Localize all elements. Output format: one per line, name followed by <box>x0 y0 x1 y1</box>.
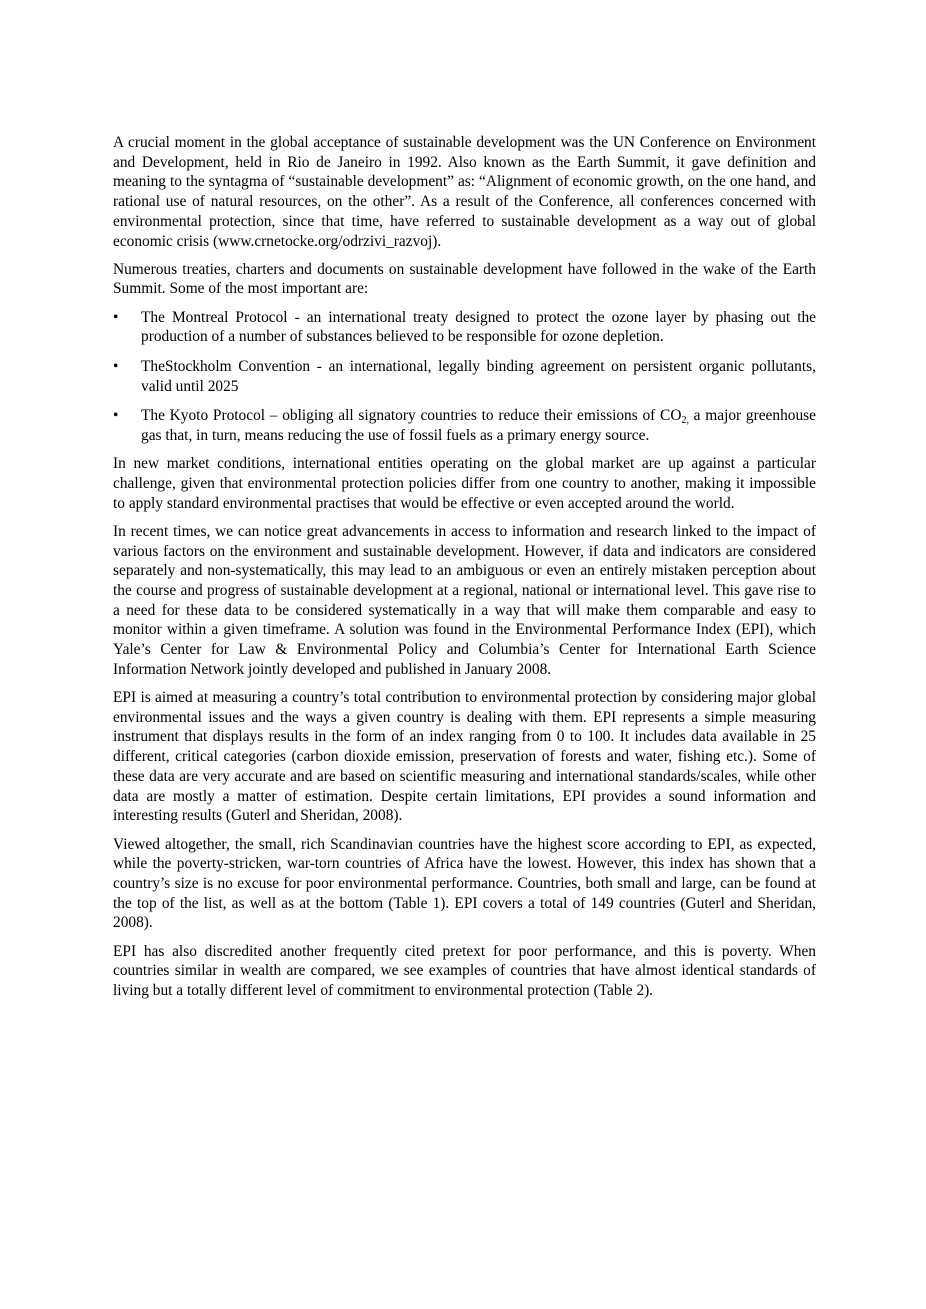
bullet-icon: • <box>113 407 119 425</box>
list-item-text: TheStockholm Convention - an international, legally binding agreement on persistent organic pollutants, valid until 2025 <box>141 358 816 395</box>
paragraph-epi-origin: In recent times, we can notice great advancements in access to information and research linked to the impact of various factors on the environment and sustainable development. However, if data and indicators are considered separately and non-systematically, this may lead to an ambiguous or even an entirely mistaken perception about the course and progress of sustainable development at a regional, national or international level. This gave rise to a need for these data to be considered systematically in a way that will make them comparable and easy to monitor within a given timeframe. A solution was found in the Environmental Performance Index (EPI), which Yale’s Center for Law & Environmental Policy and Columbia’s Center for International Earth Science Information Network jointly developed and published in January 2008. <box>113 522 816 678</box>
bullet-icon: • <box>113 358 119 376</box>
list-item-montreal-protocol <box>113 308 816 347</box>
bullet-icon: • <box>113 308 119 326</box>
list-item-text: The Montreal Protocol - an international treaty designed to protect the ozone layer by phasing out the production of a number of substances believed to be responsible for ozone depletion. <box>141 308 816 346</box>
paragraph-market-conditions: In new market conditions, international entities operating on the global market are up against a particular challenge, given that environmental protection policies differ from one country to another, making it impossible to apply standard environmental practises that would be effective or even accepted around the world. <box>113 455 816 512</box>
treaty-list <box>113 308 816 446</box>
co2-subscript: 2, <box>681 415 689 427</box>
list-item-kyoto-protocol <box>113 406 816 445</box>
paragraph-earth-summit: A crucial moment in the global acceptance of sustainable development was the UN Conference on Environment and Development, held in Rio de Janeiro in 1992. Also known as the Earth Summit, it gave definition and meaning to the syntagma of “sustainable development” as: “Alignment of economic growth, on the one hand, and rational use of natural resources, on the other”. As a result of the Conference, all conferences concerned with environmental protection, since that time, have referred to sustainable development as a way out of global economic crisis (www.crnetocke.org/odrzivi_razvoj). <box>113 134 816 250</box>
paragraph-epi-poverty: EPI has also discredited another frequently cited pretext for poor performance, and this is poverty. When countries similar in wealth are compared, we see examples of countries that have almost identical standards of living but a totally different level of commitment to environmental protection (Table 2). <box>113 942 816 999</box>
list-item-text-after: a major greenhouse gas that, in turn, means reducing the use of fossil fuels as a primary energy source. <box>141 407 816 445</box>
list-item-stockholm-convention <box>113 357 816 396</box>
list-item-text <box>141 407 816 444</box>
document-page <box>113 133 816 1009</box>
paragraph-epi-results: Viewed altogether, the small, rich Scandinavian countries have the highest score according to EPI, as expected, while the poverty-stricken, war-torn countries of Africa have the lowest. However, this index has shown that a country’s size is no excuse for poor environmental performance. Countries, both small and large, can be found at the top of the list, as well as at the bottom (Table 1). EPI covers a total of 149 countries (Guterl and Sheridan, 2008). <box>113 835 816 932</box>
paragraph-treaties-intro: Numerous treaties, charters and documents on sustainable development have followed in the wake of the Earth Summit. Some of the most important are: <box>113 260 816 298</box>
paragraph-epi-description: EPI is aimed at measuring a country’s total contribution to environmental protection by considering major global environmental issues and the ways a given country is dealing with them. EPI represents a simple measuring instrument that displays results in the form of an index ranging from 0 to 100. It includes data available in 25 different, critical categories (carbon dioxide emission, preservation of forests and water, fishing etc.). Some of these data are very accurate and are based on scientific measuring and international standards/scales, while other data are mostly a matter of estimation. Despite certain limitations, EPI provides a sound information and interesting results (Guterl and Sheridan, 2008). <box>113 689 816 825</box>
list-item-text-before: The Kyoto Protocol – obliging all signatory countries to reduce their emissions of CO <box>141 407 682 425</box>
